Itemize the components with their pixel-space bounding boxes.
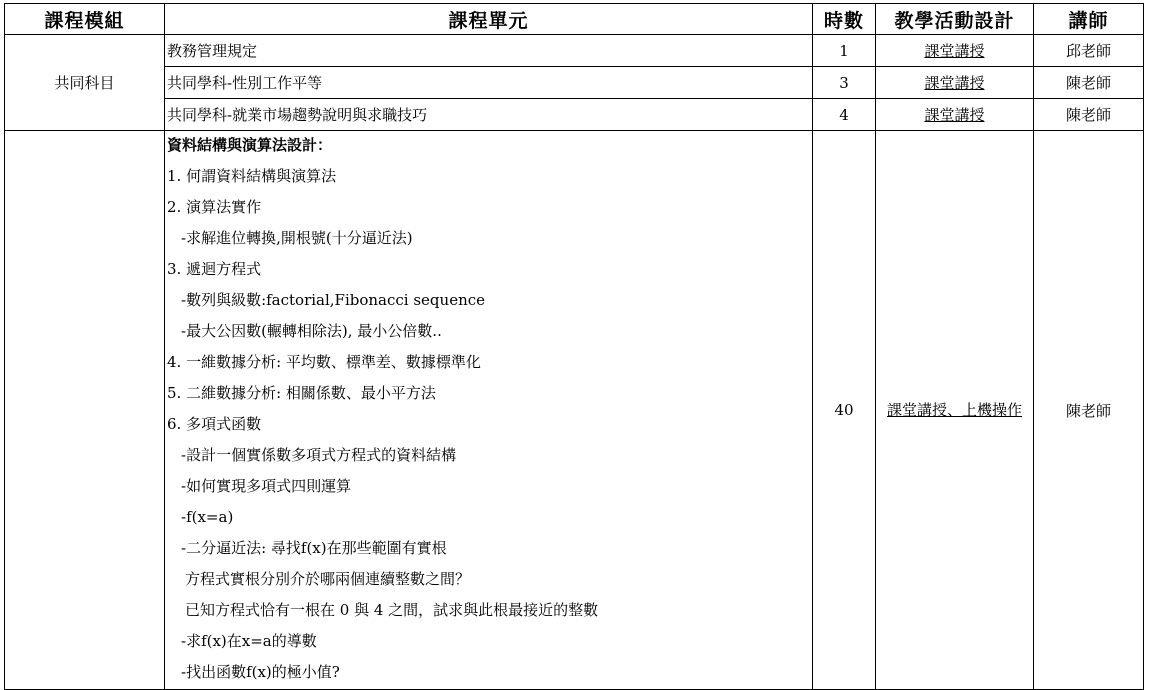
- table-row: [5, 99, 1144, 131]
- header-module: 課程模組: [5, 4, 165, 35]
- unit-line: 3. 遞迴方程式: [167, 260, 262, 278]
- unit-line: -求f(x)在x=a的導數: [181, 632, 317, 650]
- header-hours: 時數: [813, 4, 876, 35]
- unit-line: -如何實現多項式四則運算: [181, 477, 352, 495]
- unit-line: -設計一個實係數多項式方程式的資料結構: [181, 446, 457, 464]
- unit-line: 6. 多項式函數: [167, 415, 262, 433]
- activity-cell: [876, 35, 1034, 67]
- module-cell-empty: [5, 131, 165, 690]
- header-activity: 教學活動設計: [876, 4, 1034, 35]
- unit-cell: 共同學科-性別工作平等: [165, 67, 813, 99]
- unit-line: 4. 一維數據分析: 平均數、標準差、數據標準化: [167, 353, 481, 371]
- hours-cell: 1: [813, 35, 876, 67]
- activity-cell: [876, 99, 1034, 131]
- teacher-cell: 陳老師: [1034, 131, 1144, 690]
- activity-cell: [876, 131, 1034, 690]
- teacher-cell: 邱老師: [1034, 35, 1144, 67]
- activity-link[interactable]: 課堂講授: [924, 106, 985, 124]
- unit-cell: 共同學科-就業市場趨勢說明與求職技巧: [165, 99, 813, 131]
- unit-line: 1. 何謂資料結構與演算法: [167, 167, 337, 185]
- table-row: [5, 67, 1144, 99]
- activity-link[interactable]: 課堂講授: [924, 42, 985, 60]
- unit-line: 方程式實根分別介於哪兩個連續整數之間？: [185, 570, 471, 588]
- header-row: [5, 4, 1144, 35]
- unit-line: -最大公因數(輾轉相除法), 最小公倍數..: [181, 322, 442, 340]
- header-teacher: 講師: [1034, 4, 1144, 35]
- course-table: [4, 3, 1144, 690]
- unit-line: 2. 演算法實作: [167, 198, 262, 216]
- teacher-cell: 陳老師: [1034, 67, 1144, 99]
- unit-line: -二分逼近法: 尋找f(x)在那些範圍有實根: [181, 539, 447, 557]
- activity-link[interactable]: 課堂講授: [924, 74, 985, 92]
- header-unit: 課程單元: [165, 4, 813, 35]
- hours-cell: 40: [813, 131, 876, 690]
- table-row-algorithms: [5, 131, 1144, 690]
- unit-line: -f(x=a): [181, 508, 234, 526]
- unit-line: -求解進位轉換,開根號(十分逼近法): [181, 229, 413, 247]
- unit-line: -數列與級數:factorial,Fibonacci sequence: [181, 291, 486, 309]
- teacher-cell: 陳老師: [1034, 99, 1144, 131]
- unit-line: -找出函數f(x)的極小值?: [181, 663, 340, 681]
- hours-cell: 3: [813, 67, 876, 99]
- activity-cell: [876, 67, 1034, 99]
- table-row: [5, 35, 1144, 67]
- unit-heading: 資料結構與演算法設計：: [167, 136, 333, 154]
- unit-line: 已知方程式恰有一根在 0 與 4 之間，試求與此根最接近的整數: [185, 601, 599, 619]
- activity-link[interactable]: 課堂講授、上機操作: [886, 400, 1022, 419]
- unit-line: 5. 二維數據分析: 相關係數、最小平方法: [167, 384, 436, 402]
- unit-cell-algorithms: [165, 131, 813, 690]
- unit-cell: 教務管理規定: [165, 35, 813, 67]
- hours-cell: 4: [813, 99, 876, 131]
- module-cell-common: 共同科目: [5, 35, 165, 131]
